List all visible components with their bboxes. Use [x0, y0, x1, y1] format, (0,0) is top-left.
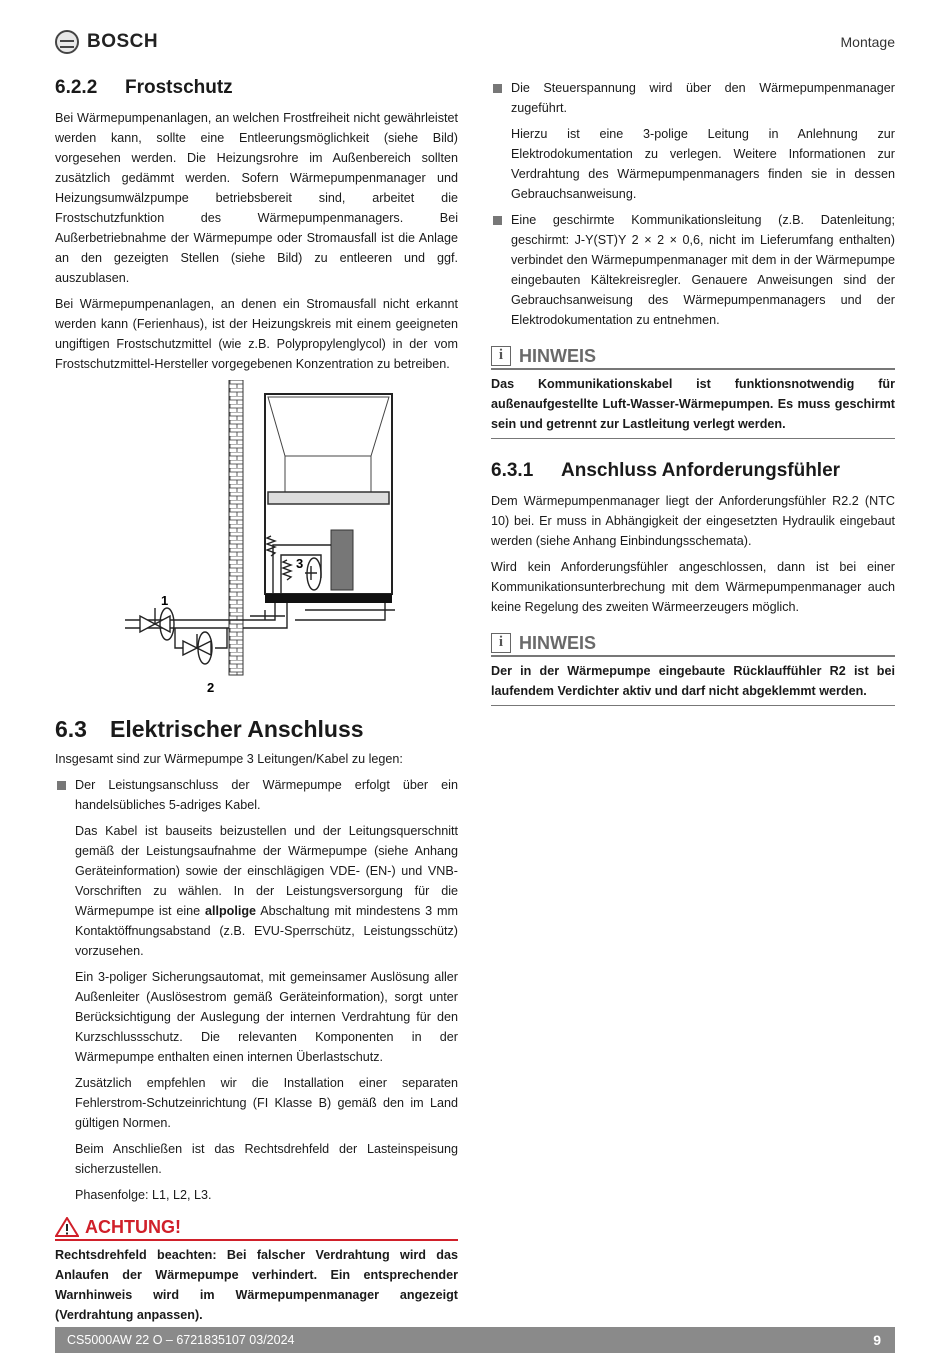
- warning-triangle-icon: [55, 1217, 79, 1237]
- wall: [229, 380, 243, 675]
- text-run: Das Kabel ist bauseits beizustellen und der Leitungsquerschnitt gemäß der Leistungsaufnahme der Wärmepumpe (siehe Anhang Geräteinformation) sowie der einschlägigen VDE- (EN-) und VNB-Vorschriften zu wählen. In der Leistungsversorgung für die Wärmepumpe ist eine: [75, 824, 458, 918]
- section-number: 6.2.2: [55, 77, 98, 98]
- heat-pump-unit: [265, 394, 392, 603]
- notice-box: [491, 346, 895, 439]
- paragraph: Insgesamt sind zur Wärmepumpe 3 Leitungen/Kabel zu legen:: [55, 752, 403, 766]
- list-item: [491, 78, 895, 118]
- bullet-square-icon: [57, 781, 66, 790]
- notice-body: Das Kommunikationskabel ist funktionsnotwendig für außenaufgestellte Luft-Wasser-Wärmepumpen. Es muss geschirmt sein und getrennt zur Lastleitung verlegt werden.: [491, 370, 895, 439]
- warning-body: Rechtsdrehfeld beachten: Bei falscher Verdrahtung wird das Anlaufen der Wärmepumpe verhindert. Ein entsprechender Warnhinweis wird im Wärmepumpenmanager angezeigt (Verdrahtung anpassen).: [55, 1241, 458, 1331]
- paragraph: Bei Wärmepumpenanlagen, an welchen Frostfreiheit nicht gewährleistet werden kann, sollte eine Entleerungsmöglichkeit (siehe Bild) vorgesehen werden. Die Heizungsrohre im Außenbereich sollten zusätzlich gedämmt werden. Sofern Wärmepumpenmanager und Heizungsumwälzpumpe betriebsbereit sind, arbeitet die Frostschutzfunktion des Wärmepumpenmanagers. Bei Außerbetriebnahme der Wärmepumpe oder Stromausfall ist die Anlage an den gezeigten Stellen (siehe Bild) zu entleeren und ggf. auszublasen.: [55, 111, 458, 285]
- notice-title-text: HINWEIS: [519, 633, 597, 653]
- page-number: 9: [873, 1332, 881, 1348]
- section-heading-631: [491, 461, 895, 481]
- info-icon: i: [491, 346, 511, 366]
- paragraph: Bei Wärmepumpenanlagen, an denen ein Stromausfall nicht erkannt werden kann (Ferienhaus), ist der Heizungskreis mit einem geeigneten ungiftigen Frostschutzmittel (wie z.B. Polypropylenglycol) in der vom Frostschutzmittel-Hersteller vorgegebenen Konzentration zu betreiben.: [55, 297, 458, 371]
- paragraph: Zusätzlich empfehlen wir die Installation einer separaten Fehlerstrom-Schutzeinrichtung (FI Klasse B) gemäß den im Land gültigen Normen.: [75, 1076, 458, 1130]
- figure-label-2: 2: [207, 680, 215, 695]
- paragraph: Wird kein Anforderungsfühler angeschlossen, dann ist bei einer Kommunikationsunterbrechung mit dem Wärmepumpenmanager auch keine Regelung des zweiten Wärmeerzeugers möglich.: [491, 560, 895, 614]
- brand-name: BOSCH: [87, 31, 159, 52]
- bold-text: allpolige: [204, 904, 257, 918]
- paragraph: Ein 3-poliger Sicherungsautomat, mit gemeinsamer Auslösung aller Außenleiter (Auslösestrom gemäß Geräteinformation), sorgt unter Berücksichtigung der Auslegung der internen Verdrahtung für den Kurzschlussschutz. Die relevanten Komponenten in der Wärmepumpe enthalten einen internen Überlastschutz.: [75, 970, 458, 1064]
- drain-valve-1: [140, 608, 174, 640]
- list-item: [491, 210, 895, 330]
- section-title: Elektrischer Anschluss: [110, 716, 364, 742]
- warning-box: [55, 1217, 458, 1331]
- paragraph: Phasenfolge: L1, L2, L3.: [75, 1188, 212, 1202]
- frost-protection-figure: [55, 380, 458, 705]
- text-run: Abschaltung mit mindestens 3 mm Kontaktöffnungsabstand (z.B. EVU-Sperrschütz, Leistungsschütz) vorzusehen.: [75, 904, 458, 958]
- list-item: [55, 775, 458, 815]
- warning-title: [55, 1217, 458, 1241]
- figure-label-1: 1: [161, 593, 169, 608]
- drain-valve-2: [183, 632, 212, 664]
- paragraph: Hierzu ist eine 3-polige Leitung in Anlehnung zur Elektrodokumentation zu verlegen. Weitere Informationen zur Verdrahtung des Wärmepumpenmanagers finden sie in dessen Gebrauchsanweisung.: [511, 127, 895, 201]
- section-heading-622: [55, 78, 458, 98]
- list-item-text: Eine geschirmte Kommunikationsleitung (z.B. Datenleitung; geschirmt: J-Y(ST)Y 2 × 2 × 0,6, nicht im Lieferumfang enthalten) verbindet den Wärmepumpenmanager mit dem in der Wärmepumpe eingebauten Kältekreisregler. Genauere Anweisungen sind der Gebrauchsanweisung des Wärmepumpenmanagers und der Elektrodokumentation zu entnehmen.: [511, 213, 895, 327]
- list-item-text: Die Steuerspannung wird über den Wärmepumpenmanager zugeführt.: [511, 81, 895, 115]
- notice-body: Der in der Wärmepumpe eingebaute Rücklauffühler R2 ist bei laufendem Verdichter aktiv und darf nicht abgeklemmt werden.: [491, 657, 895, 706]
- document-id: CS5000AW 22 O – 6721835107 03/2024: [67, 1333, 295, 1347]
- figure-label-3: 3: [296, 556, 304, 571]
- paragraph: Dem Wärmepumpenmanager liegt der Anforderungsfühler R2.2 (NTC 10) bei. Er muss in Abhängigkeit der eingesetzten Hydraulik eingebaut werden (siehe Anhang Einbindungsschemata).: [491, 494, 895, 548]
- notice-box: [491, 633, 895, 706]
- info-icon: i: [491, 633, 511, 653]
- section-title: Frostschutz: [125, 77, 233, 98]
- section-number: 6.3: [55, 716, 87, 742]
- section-label: Montage: [840, 34, 895, 50]
- notice-title: [491, 633, 895, 657]
- section-heading-63: [55, 716, 458, 742]
- list-item-text: Der Leistungsanschluss der Wärmepumpe erfolgt über ein handelsübliches 5-adriges Kabel.: [75, 778, 458, 812]
- paragraph: Beim Anschließen ist das Rechtsdrehfeld der Lasteinspeisung sicherzustellen.: [75, 1142, 458, 1176]
- notice-title-text: HINWEIS: [519, 346, 597, 366]
- drainage-diagram: [55, 380, 458, 705]
- bullet-square-icon: [493, 84, 502, 93]
- bullet-square-icon: [493, 216, 502, 225]
- section-number: 6.3.1: [491, 460, 534, 481]
- right-column: [491, 78, 895, 706]
- notice-title: [491, 346, 895, 370]
- bosch-logo-icon: [55, 30, 79, 54]
- paragraph: [75, 821, 458, 961]
- page-header: [55, 28, 895, 58]
- section-title: Anschluss Anforderungsfühler: [561, 460, 841, 481]
- page-footer: [55, 1327, 895, 1353]
- warning-title-text: ACHTUNG!: [85, 1217, 181, 1237]
- brand: [55, 30, 158, 54]
- left-column: [55, 78, 458, 1331]
